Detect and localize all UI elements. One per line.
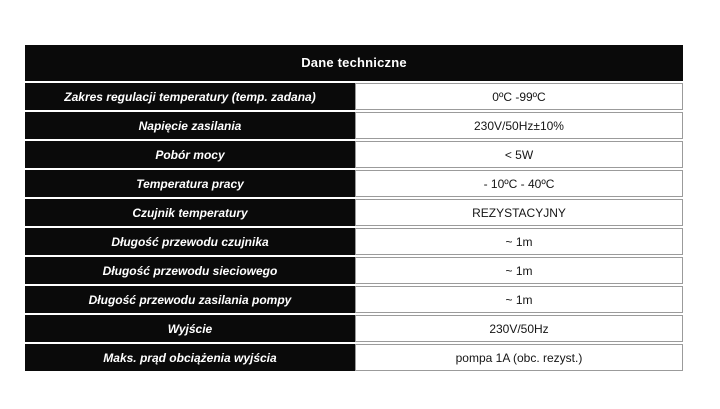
spec-label: Długość przewodu sieciowego [25,257,355,284]
spec-value: REZYSTACYJNY [355,199,683,226]
spec-label: Zakres regulacji temperatury (temp. zadana) [25,83,355,110]
spec-value: - 10ºC - 40ºC [355,170,683,197]
spec-label: Maks. prąd obciążenia wyjścia [25,344,355,371]
table-row [25,228,683,255]
spec-value: ~ 1m [355,257,683,284]
spec-value: ~ 1m [355,286,683,313]
spec-label: Długość przewodu zasilania pompy [25,286,355,313]
spec-label: Czujnik temperatury [25,199,355,226]
spec-label: Pobór mocy [25,141,355,168]
table-row [25,315,683,342]
technical-data-table [25,45,683,373]
spec-value: 0ºC -99ºC [355,83,683,110]
table-row [25,141,683,168]
table-row [25,112,683,139]
table-row [25,170,683,197]
spec-label: Temperatura pracy [25,170,355,197]
table-row [25,257,683,284]
spec-label: Wyjście [25,315,355,342]
spec-label: Długość przewodu czujnika [25,228,355,255]
table-row [25,199,683,226]
spec-value: ~ 1m [355,228,683,255]
spec-label: Napięcie zasilania [25,112,355,139]
table-row [25,344,683,371]
spec-value: pompa 1A (obc. rezyst.) [355,344,683,371]
spec-value: 230V/50Hz±10% [355,112,683,139]
spec-value: < 5W [355,141,683,168]
spec-value: 230V/50Hz [355,315,683,342]
table-row [25,83,683,110]
table-row [25,286,683,313]
table-title: Dane techniczne [25,45,683,81]
